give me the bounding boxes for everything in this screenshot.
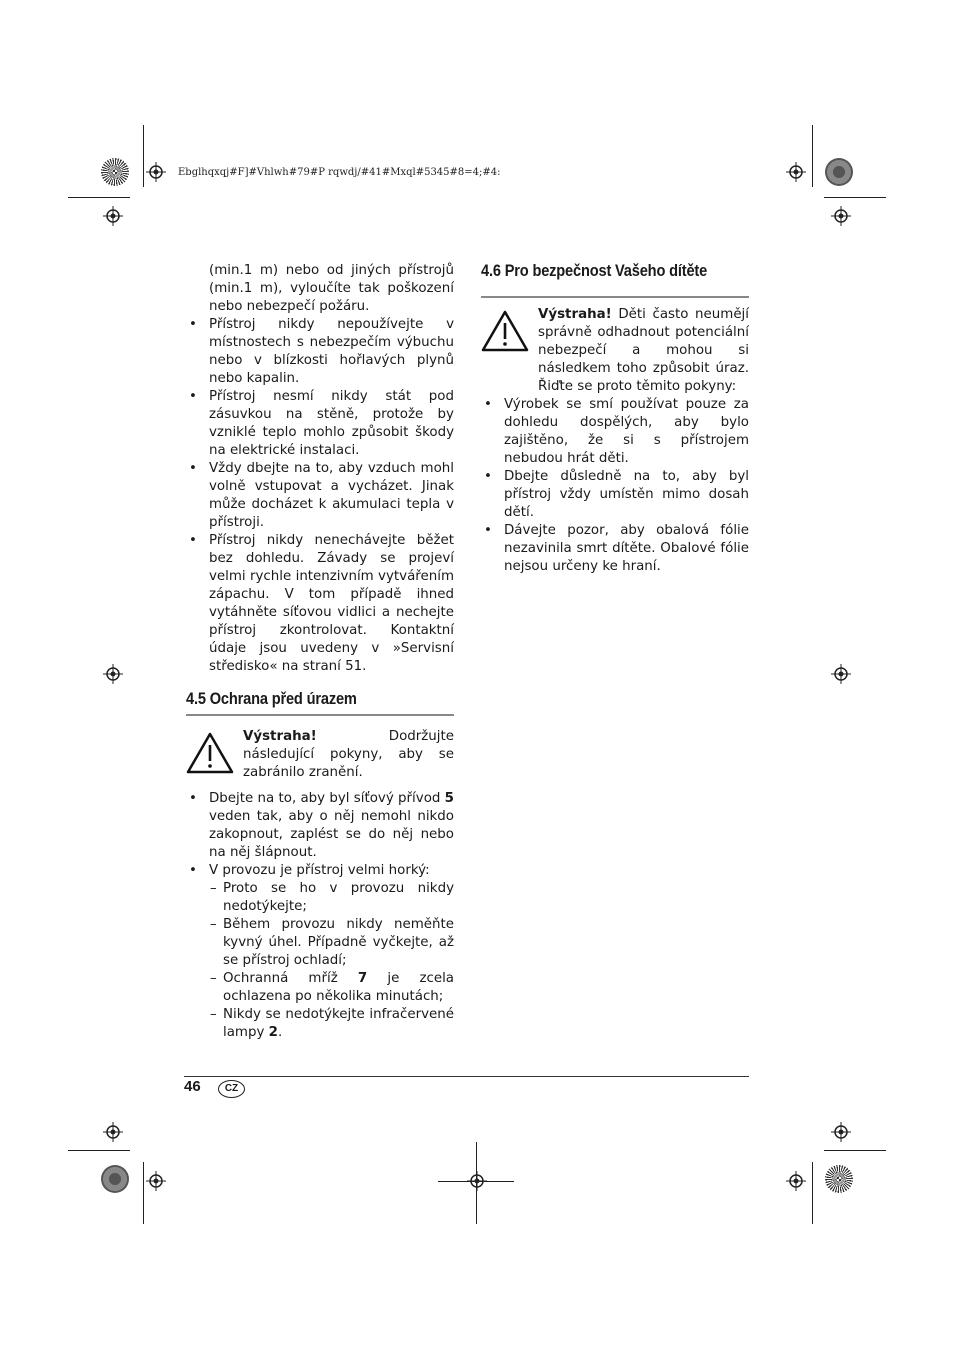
- registration-mark-icon: [831, 664, 851, 684]
- sub-list-item: – Ochranná mříž 7 je zcela ochlazena po několika minutách;: [210, 971, 455, 1004]
- list-item: • Přístroj nesmí nikdy stát pod zásuvkou na stěně, protože by vzniklé teplo mohlo způsobit škody na elektrické instalaci.: [186, 388, 454, 460]
- registration-mark-icon: [786, 162, 806, 182]
- list-item: • V provozu je přístroj velmi horký:: [186, 862, 454, 880]
- warning-triangle-icon: [186, 732, 234, 774]
- registration-mark-icon: [103, 664, 123, 684]
- registration-mark-icon: [103, 1122, 123, 1142]
- warning-block: [186, 728, 454, 782]
- warning-triangle-icon: [481, 310, 529, 352]
- registration-mark-icon: [831, 1122, 851, 1142]
- warning-label: Výstraha!: [538, 307, 612, 322]
- list-item: • Výrobek se smí používat pouze za dohledu dospělých, aby bylo zajištěno, že si s přístrojem nebudou hrát děti.: [481, 396, 749, 468]
- registration-mark-icon: [146, 162, 166, 182]
- sub-list-item: – Proto se ho v provozu nikdy nedotýkejte;: [210, 881, 454, 914]
- print-header-code: Ebglhqxqj#F]#Vhlwh#79#P rqwdj/#41#Mxql#5345#8=4;#4:: [178, 167, 501, 178]
- section-title: 4.6 Pro bezpečnost Vašeho dítěte: [481, 261, 708, 280]
- list-item: • Dbejte důsledně na to, aby byl přístroj vždy umístěn mimo dosah dětí.: [481, 468, 749, 522]
- footer-rule: [184, 1076, 749, 1077]
- list-item: • Přístroj nikdy nenechávejte běžet bez dohledu. Závady se projeví velmi rychle intenzivním vytvářením zápachu. V tom případě ihned vytáhněte síťovou vidlici a nechejte přístroj zkontrolovat. Kontaktní údaje jsou uvedeny v »Servisní středisko« na straní 51.: [186, 532, 454, 676]
- color-rosette-icon: [101, 1165, 129, 1193]
- country-badge: CZ: [218, 1080, 245, 1098]
- section-heading-block: [186, 690, 454, 716]
- right-column: [481, 262, 749, 576]
- warning-label: Výstraha!: [243, 729, 317, 744]
- section-rule: [186, 714, 454, 716]
- color-rosette-icon: [825, 158, 853, 186]
- section-heading-block: [481, 262, 749, 298]
- list-item: • Dbejte na to, aby byl síťový přívod 5 veden tak, aby o něj nemohl nikdo zakopnout, zaplést se do něj nebo na něj šlápnout.: [186, 790, 454, 862]
- color-rosette-icon: [101, 158, 129, 186]
- sub-list-item: – Nikdy se nedotýkejte infračervené lampy 2.: [210, 1007, 454, 1040]
- warning-block: [481, 306, 749, 396]
- registration-mark-icon: [103, 206, 123, 226]
- warning-text: Výstraha! Dodržujte následující pokyny, aby se zabránilo zranění.: [243, 729, 454, 780]
- section-rule: [481, 296, 749, 298]
- sub-list-item: – Během provozu nikdy neměňte kyvný úhel. Případně vyčkejte, až se přístroj ochladí;: [210, 917, 454, 968]
- color-rosette-icon: [825, 1165, 853, 1193]
- list-item: • Vždy dbejte na to, aby vzduch mohl volně vstupovat a vycházet. Jinak může docházet k akumulaci tepla v přístroji.: [186, 460, 454, 532]
- page-number: 46: [184, 1078, 201, 1095]
- warning-text: Výstraha! Děti často neumějí správně odhadnout potenciální nebezpečí a mohou si následkem toho způsobit úraz. Řiďte se proto těmito pokyny:: [538, 307, 749, 394]
- list-item: • Dávejte pozor, aby obalová fólie nezavinila smrt dítěte. Obalové fólie nejsou určeny ke hraní.: [481, 522, 749, 576]
- registration-mark-icon: [146, 1171, 166, 1191]
- registration-mark-icon: [831, 206, 851, 226]
- continued-paragraph: (min.1 m) nebo od jiných přístrojů (min.1 m), vyloučíte tak poškození nebo nebezpečí požáru.: [209, 263, 454, 314]
- section-title: 4.5 Ochrana před úrazem: [186, 689, 357, 708]
- registration-mark-icon: [786, 1171, 806, 1191]
- left-column: [186, 262, 454, 1042]
- list-item: • Přístroj nikdy nepoužívejte v místnostech s nebezpečím výbuchu nebo v blízkosti hořlavých plynů nebo kapalin.: [186, 316, 454, 388]
